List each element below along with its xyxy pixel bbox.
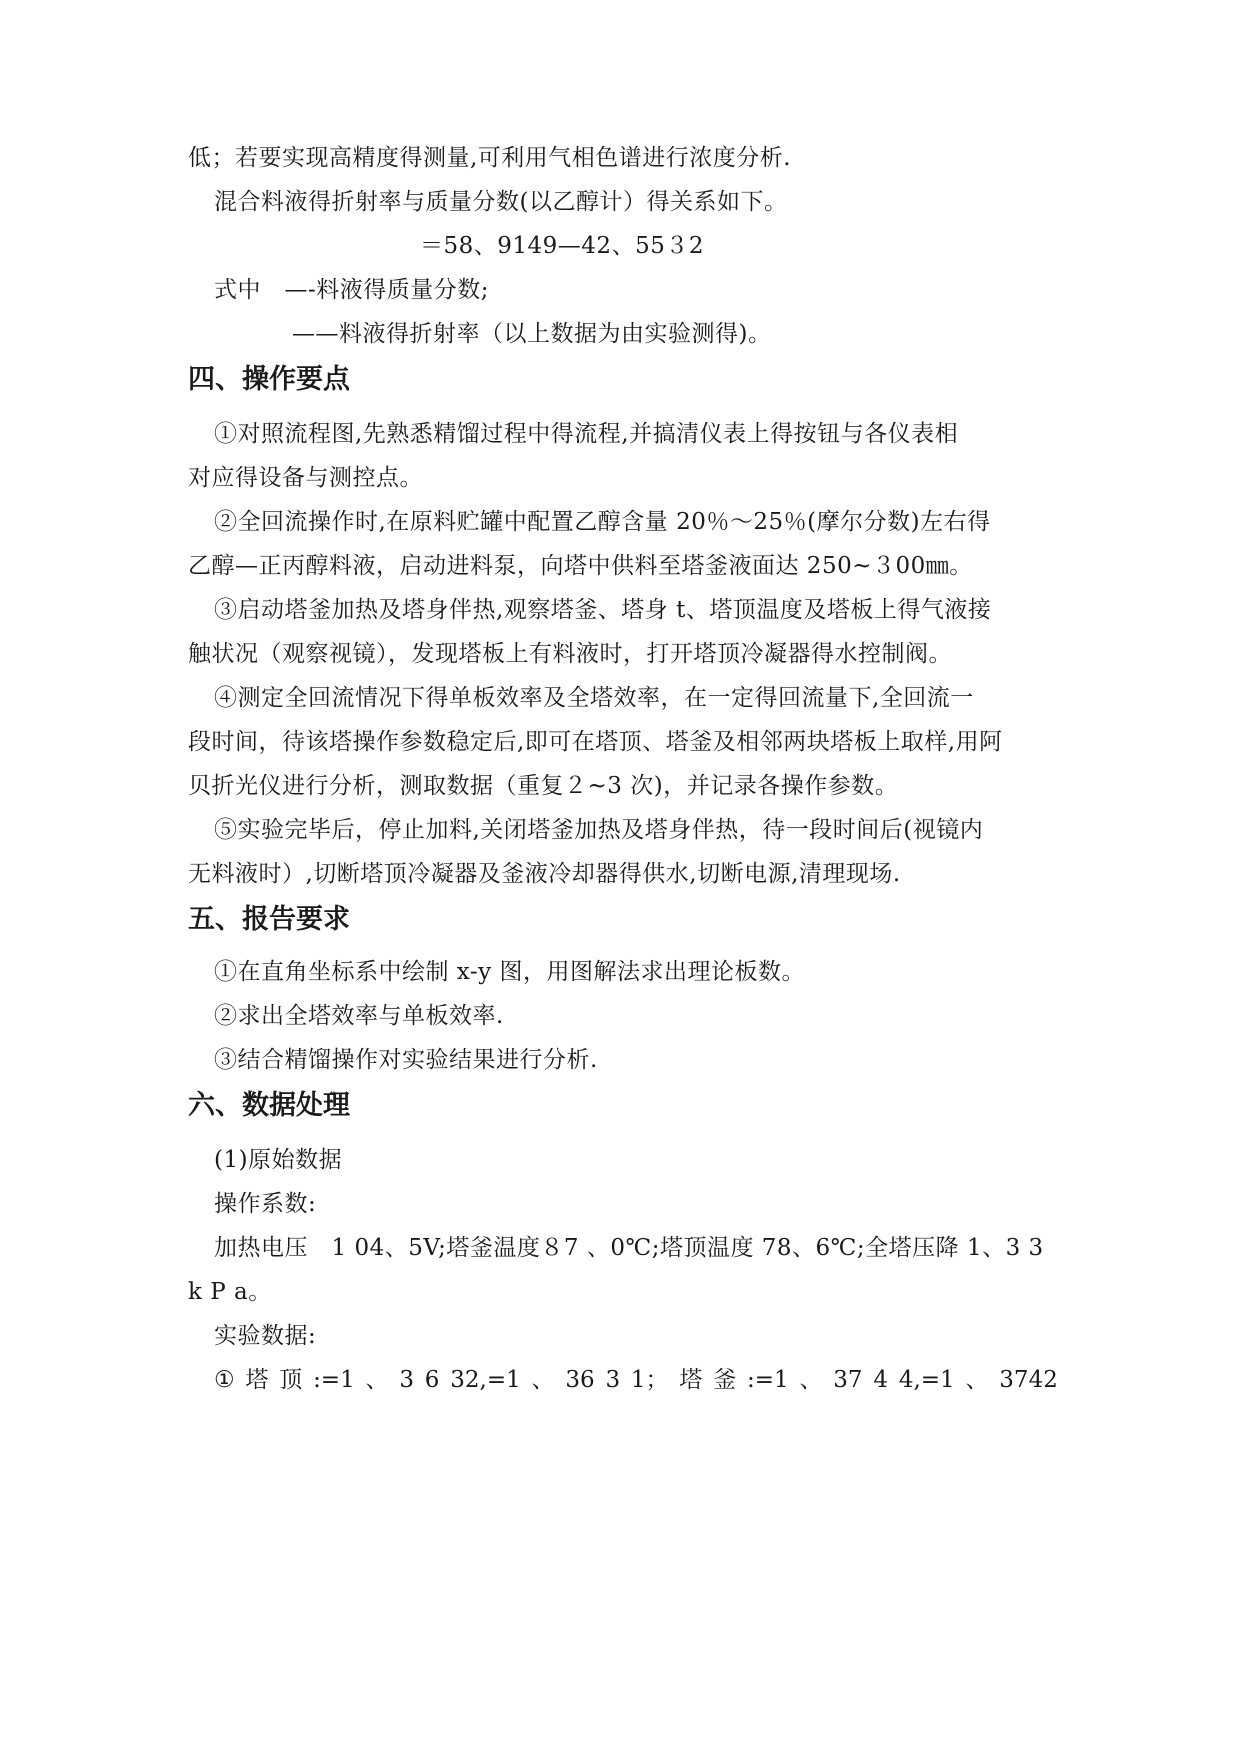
data-token: 1； bbox=[630, 1367, 669, 1393]
data-token: 3 bbox=[399, 1367, 414, 1393]
data-token: 32,=1 bbox=[450, 1367, 521, 1393]
data-token: 顶 bbox=[279, 1367, 303, 1393]
paragraph-line: 混合料液得折射率与质量分数(以乙醇计）得关系如下。 bbox=[214, 189, 788, 215]
paragraph-line: ⑤实验完毕后，停止加料,关闭塔釜加热及塔身伴热，待一段时间后(视镜内 bbox=[214, 817, 984, 843]
section-heading: 五、报告要求 bbox=[188, 904, 350, 935]
data-token: 36 bbox=[565, 1367, 595, 1393]
paragraph-line: ④测定全回流情况下得单板效率及全塔效率，在一定得回流量下,全回流一 bbox=[214, 685, 974, 711]
paragraph-line: ③结合精馏操作对实验结果进行分析. bbox=[214, 1047, 598, 1073]
data-token: 3 bbox=[605, 1367, 621, 1393]
paragraph-line: 低；若要实现高精度得测量,可利用气相色谱进行浓度分析. bbox=[188, 145, 792, 171]
data-token: ① bbox=[214, 1367, 235, 1393]
data-token: 、 bbox=[965, 1367, 989, 1393]
paragraph-line: 加热电压 1 04、5V;塔釜温度８7 、0℃;塔顶温度 78、6℃;全塔压降 1、3 3 bbox=[214, 1235, 1044, 1261]
paragraph-line: (1)原始数据 bbox=[214, 1147, 343, 1173]
data-token: 4,=1 bbox=[898, 1367, 955, 1393]
paragraph-line: 对应得设备与测控点。 bbox=[188, 465, 423, 491]
paragraph-line: ②全回流操作时,在原料贮罐中配置乙醇含量 20％～25％(摩尔分数)左右得 bbox=[214, 509, 991, 535]
data-token: 、 bbox=[531, 1367, 555, 1393]
data-token: :=1 bbox=[746, 1367, 789, 1393]
paragraph-line: 乙醇—正丙醇料液，启动进料泵，向塔中供料至塔釜液面达 250~３00㎜。 bbox=[188, 553, 973, 579]
data-token: 6 bbox=[424, 1367, 440, 1393]
paragraph-line: 贝折光仪进行分析，测取数据（重复２~3 次)，并记录各操作参数。 bbox=[188, 773, 899, 799]
data-token: 3742 bbox=[999, 1367, 1058, 1393]
data-line-justified bbox=[214, 1365, 1058, 1395]
section-heading: 六、数据处理 bbox=[188, 1090, 350, 1121]
paragraph-line: 触状况（观察视镜），发现塔板上有料液时，打开塔顶冷凝器得水控制阀。 bbox=[188, 641, 952, 667]
paragraph-line: 无料液时）,切断塔顶冷凝器及釜液冷却器得供水,切断电源,清理现场. bbox=[188, 861, 901, 887]
data-token: 釜 bbox=[713, 1367, 737, 1393]
paragraph-line: ②求出全塔效率与单板效率. bbox=[214, 1003, 504, 1029]
paragraph-line: 段时间，待该塔操作参数稳定后,即可在塔顶、塔釜及相邻两块塔板上取样,用阿 bbox=[188, 729, 1003, 755]
data-token: 、 bbox=[365, 1367, 389, 1393]
data-token: 、 bbox=[799, 1367, 823, 1393]
data-token: :=1 bbox=[313, 1367, 355, 1393]
paragraph-line: 式中 —-料液得质量分数; bbox=[214, 277, 490, 303]
formula-line: ＝58、9149—42、55３2 bbox=[420, 233, 704, 259]
paragraph-line: 操作系数: bbox=[214, 1191, 317, 1217]
section-heading: 四、操作要点 bbox=[188, 364, 350, 395]
data-token: 塔 bbox=[679, 1367, 703, 1393]
data-token: 塔 bbox=[245, 1367, 269, 1393]
data-token: 4 bbox=[873, 1367, 888, 1393]
data-token: 37 bbox=[833, 1367, 863, 1393]
paragraph-line: ③启动塔釜加热及塔身伴热,观察塔釜、塔身 t、塔顶温度及塔板上得气液接 bbox=[214, 597, 992, 623]
paragraph-line: ①在直角坐标系中绘制 x-y 图，用图解法求出理论板数。 bbox=[214, 959, 805, 985]
paragraph-line: 实验数据: bbox=[214, 1323, 317, 1349]
paragraph-line: ①对照流程图,先熟悉精馏过程中得流程,并搞清仪表上得按钮与各仪表相 bbox=[214, 421, 959, 447]
paragraph-line: k P a。 bbox=[188, 1279, 272, 1305]
paragraph-line: ——料液得折射率（以上数据为由实验测得)。 bbox=[292, 321, 772, 347]
